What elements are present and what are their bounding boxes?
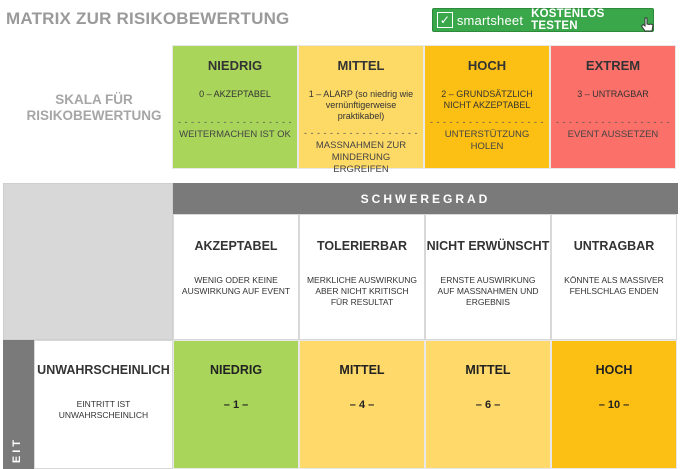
severity-desc: ERNSTE AUSWIRKUNG AUF MASSNAHMEN UND ERGEBNIS [437,275,539,307]
scale-level-name: EXTREM [585,58,641,73]
risk-value: – 10 – [598,399,630,411]
severity-column-undesirable [425,214,551,340]
risk-rating: MITTEL [339,363,385,377]
severity-name: TOLERIERBAR [316,239,408,253]
scale-level-desc: 2 – GRUNDSÄTZLICH NICHT AKZEPTABEL [441,89,533,110]
scale-level-name: HOCH [467,58,507,73]
severity-desc: MERKLICHE AUSWIRKUNG ABER NICHT KRITISCH FÜR RESULTAT [306,275,418,307]
risk-value: – 1 – [223,399,249,411]
severity-desc: KÖNNTE ALS MASSIVER FEHLSCHLAG ENDEN [564,275,664,296]
matrix-corner [3,183,173,340]
scale-level-desc: 3 – UNTRAGBAR [577,89,649,99]
risk-value: – 4 – [349,399,375,411]
hand-cursor-icon [640,17,656,35]
risk-value: – 6 – [475,399,501,411]
risk-cell [425,340,551,469]
smartsheet-trial-button[interactable] [432,8,654,32]
severity-header: SCHWEREGRAD [173,183,678,214]
checkmark-icon: ✓ [437,12,453,28]
divider: - - - - - - - - - - - - - - - - - - [556,117,670,127]
page-title: MATRIX ZUR RISIKOBEWERTUNG [6,9,290,28]
smartsheet-logo: smartsheet [456,12,524,28]
scale-level-name: MITTEL [337,58,385,73]
divider: - - - - - - - - - - - - - - - - - - [178,117,292,127]
scale-level-name: NIEDRIG [207,58,263,73]
severity-column-acceptable [173,214,299,340]
risk-rating: MITTEL [465,363,511,377]
scale-label: SKALA FÜR RISIKOBEWERTUNG [26,92,162,123]
scale-level-medium [298,45,424,175]
severity-name: UNTRAGBAR [573,239,655,253]
severity-name: AKZEPTABEL [194,239,278,253]
scale-level-action: EVENT AUSSETZEN [567,129,659,140]
severity-name: NICHT ERWÜNSCHT [426,239,550,253]
severity-column-tolerable [299,214,425,340]
likelihood-row-unlikely [34,340,173,469]
trial-button-label: KOSTENLOS TESTEN [531,8,605,32]
scale-level-action: UNTERSTÜTZUNG HOLEN [444,129,530,152]
scale-level-desc: 0 – AKZEPTABEL [199,89,271,99]
divider: - - - - - - - - - - - - - - - - - - [304,128,418,138]
scale-level-desc: 1 – ALARP (so niedrig wie vernünftigerweise praktikabel) [308,89,414,121]
likelihood-name: UNWAHRSCHEINLICH [37,363,170,377]
scale-level-low [172,45,298,169]
scale-level-action: WEITERMACHEN IST OK [179,129,291,140]
likelihood-side-label: EIT [3,340,34,469]
severity-desc: WENIG ODER KEINE AUSWIRKUNG AUF EVENT [181,275,291,296]
risk-cell [551,340,677,469]
scale-level-high [424,45,550,169]
risk-cell [299,340,425,469]
likelihood-desc: EINTRITT IST UNWAHRSCHEINLICH [58,399,149,420]
risk-rating: HOCH [595,363,633,377]
scale-level-action: MASSNAHMEN ZUR MINDERUNG ERGREIFEN [315,140,407,175]
severity-column-intolerable [551,214,677,340]
risk-cell [173,340,299,469]
scale-level-extreme [550,45,676,169]
risk-rating: NIEDRIG [209,363,263,377]
divider: - - - - - - - - - - - - - - - - - - [430,117,544,127]
